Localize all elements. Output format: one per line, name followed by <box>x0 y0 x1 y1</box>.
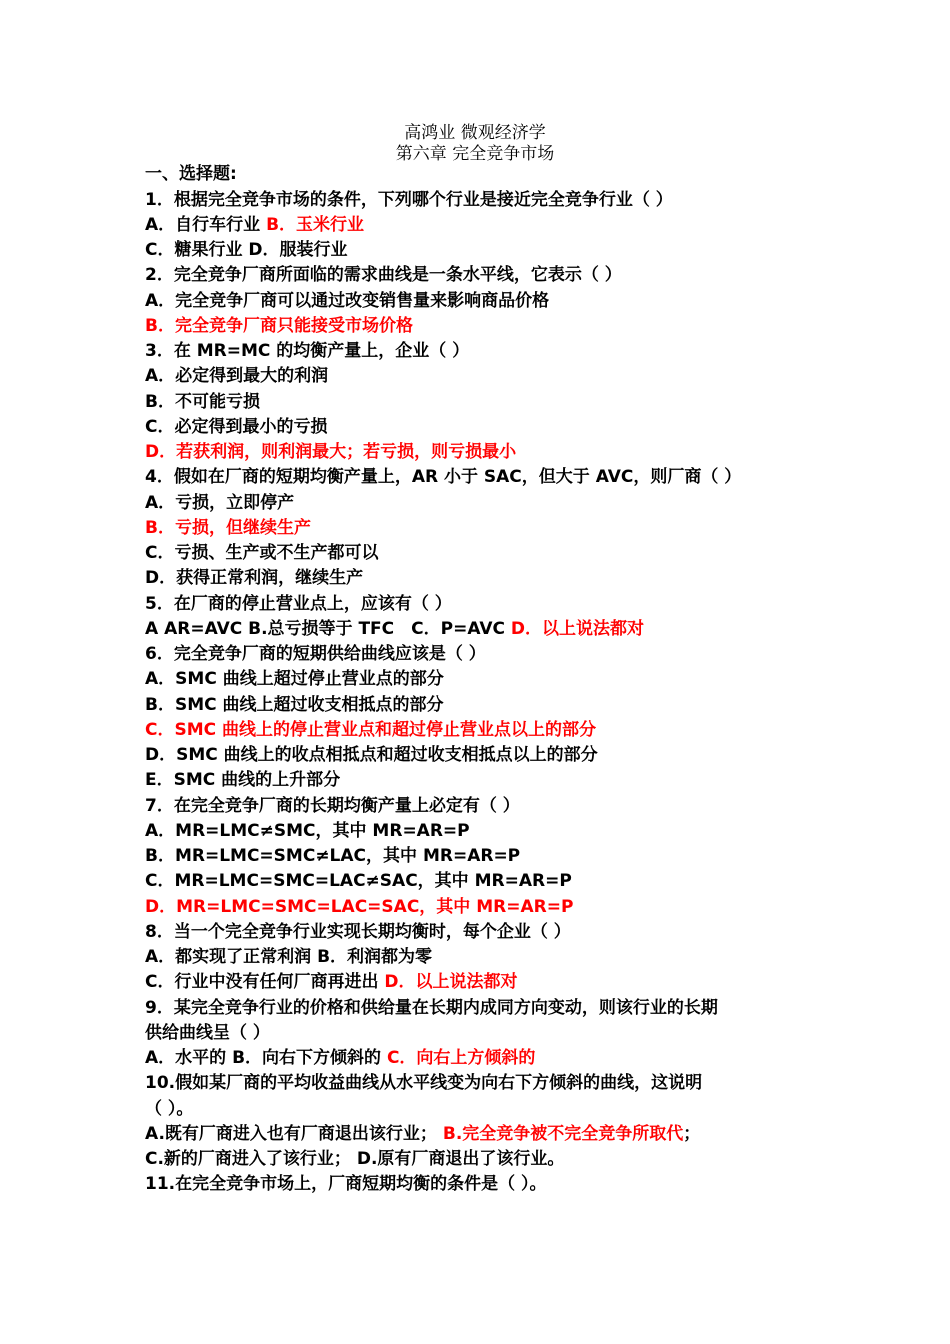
question-text: B．不可能亏损 <box>145 392 260 412</box>
text-line <box>145 920 571 944</box>
text-line <box>145 390 260 414</box>
text-line <box>145 768 340 792</box>
text-line <box>145 642 486 666</box>
text-line <box>145 491 294 515</box>
question-text: D．SMC 曲线上的收点相抵点和超过收支相抵点以上的部分 <box>145 745 598 765</box>
question-text: C．MR=LMC=SMC=LAC≠SAC，其中 MR=AR=P <box>145 871 572 891</box>
text-line <box>145 1172 547 1196</box>
text-line <box>145 1021 270 1045</box>
text-line <box>145 516 311 540</box>
text-line <box>145 188 673 212</box>
question-text: 7．在完全竞争厂商的长期均衡产量上必定有（ ） <box>145 796 520 816</box>
answer-text: D．以上说法都对 <box>510 619 644 639</box>
question-text: C．糖果行业 D．服装行业 <box>145 240 348 260</box>
text-line <box>145 743 598 767</box>
answer-text: C．向右上方倾斜的 <box>386 1048 536 1068</box>
question-text: A．亏损，立即停产 <box>145 493 295 513</box>
text-line <box>145 289 549 313</box>
question-text: C．行业中没有任何厂商再进出 <box>145 972 385 992</box>
text-line <box>145 238 348 262</box>
question-text: ； <box>683 1124 701 1144</box>
question-text: 1．根据完全竞争市场的条件，下列哪个行业是接近完全竞争行业（ ） <box>145 190 673 210</box>
text-line <box>145 819 470 843</box>
text-line <box>145 970 518 994</box>
text-line <box>145 339 469 363</box>
text-line <box>145 1122 700 1146</box>
question-text: C.新的厂商进入了该行业； D.原有厂商退出了该行业。 <box>145 1149 565 1169</box>
answer-text: B．完全竞争厂商只能接受市场价格 <box>145 316 413 336</box>
text-line <box>145 566 363 590</box>
question-text: 3．在 MR=MC 的均衡产量上，企业（ ） <box>145 341 470 361</box>
chapter-title: 第六章 完全竞争市场 <box>395 144 555 164</box>
question-text: B．SMC 曲线上超过收支相抵点的部分 <box>145 695 444 715</box>
text-line <box>145 592 452 616</box>
question-text: A．自行车行业 <box>145 215 267 235</box>
question-text: （ ）。 <box>145 1099 194 1119</box>
text-line <box>145 617 644 641</box>
text-line <box>145 263 622 287</box>
text-line <box>145 869 572 893</box>
text-line <box>145 440 516 464</box>
text-line <box>145 541 378 565</box>
text-line <box>145 844 520 868</box>
text-line <box>145 667 444 691</box>
question-text: 10.假如某厂商的平均收益曲线从水平线变为向右下方倾斜的曲线，这说明 <box>145 1073 703 1093</box>
question-text: A．完全竞争厂商可以通过改变销售量来影响商品价格 <box>145 291 550 311</box>
question-text: 4．假如在厂商的短期均衡产量上，AR 小于 SAC，但大于 AVC，则厂商（ ） <box>145 467 742 487</box>
text-line <box>145 1147 564 1171</box>
question-text: A．水平的 B．向右下方倾斜的 <box>145 1048 387 1068</box>
question-text: 2．完全竞争厂商所面临的需求曲线是一条水平线，它表示（ ） <box>145 265 622 285</box>
text-line <box>145 213 364 237</box>
answer-text: B.完全竞争被不完全竞争所取代 <box>442 1124 684 1144</box>
question-text: A AR=AVC B.总亏损等于 TFC C．P=AVC <box>145 619 511 639</box>
question-text: A.既有厂商进入也有厂商退出该行业； <box>145 1124 443 1144</box>
text-line <box>145 314 413 338</box>
text-line <box>145 162 237 186</box>
question-text: 11.在完全竞争市场上，厂商短期均衡的条件是（ ）。 <box>145 1174 547 1194</box>
text-line <box>145 945 432 969</box>
answer-text: D．若获利润，则利润最大；若亏损，则亏损最小 <box>145 442 517 462</box>
question-text: 6．完全竞争厂商的短期供给曲线应该是（ ） <box>145 644 486 664</box>
question-text: 8．当一个完全竞争行业实现长期均衡时，每个企业（ ） <box>145 922 571 942</box>
text-line <box>145 1046 535 1070</box>
question-text: A．MR=LMC≠SMC，其中 MR=AR=P <box>145 821 470 841</box>
text-line <box>145 465 741 489</box>
answer-text: D．MR=LMC=SMC=LAC=SAC，其中 MR=AR=P <box>145 897 574 917</box>
question-text: 供给曲线呈（ ） <box>145 1023 270 1043</box>
question-text: E．SMC 曲线的上升部分 <box>145 770 341 790</box>
question-text: A．都实现了正常利润 B．利润都为零 <box>145 947 433 967</box>
doc-title: 高鸿业 微观经济学 <box>404 123 546 143</box>
question-text: C．必定得到最小的亏损 <box>145 417 328 437</box>
question-text: A．SMC 曲线上超过停止营业点的部分 <box>145 669 444 689</box>
text-line <box>145 794 520 818</box>
text-line <box>145 1097 193 1121</box>
answer-text: C．SMC 曲线上的停止营业点和超过停止营业点以上的部分 <box>145 720 597 740</box>
question-text: D．获得正常利润，继续生产 <box>145 568 364 588</box>
answer-text: D．以上说法都对 <box>384 972 518 992</box>
text-line <box>145 1071 702 1095</box>
text-line <box>145 364 328 388</box>
question-text: A．必定得到最大的利润 <box>145 366 329 386</box>
text-line <box>145 996 718 1020</box>
text-line <box>145 895 573 919</box>
text-line <box>145 718 596 742</box>
question-text: 9．某完全竞争行业的价格和供给量在长期内成同方向变动，则该行业的长期 <box>145 998 718 1018</box>
question-text: C．亏损、生产或不生产都可以 <box>145 543 379 563</box>
text-line <box>145 415 327 439</box>
question-text: 5．在厂商的停止营业点上，应该有（ ） <box>145 594 452 614</box>
answer-text: B．玉米行业 <box>266 215 365 235</box>
question-text: B．MR=LMC=SMC≠LAC，其中 MR=AR=P <box>145 846 521 866</box>
text-line <box>145 693 444 717</box>
question-text: 一、选择题: <box>145 164 237 184</box>
answer-text: B．亏损，但继续生产 <box>145 518 311 538</box>
